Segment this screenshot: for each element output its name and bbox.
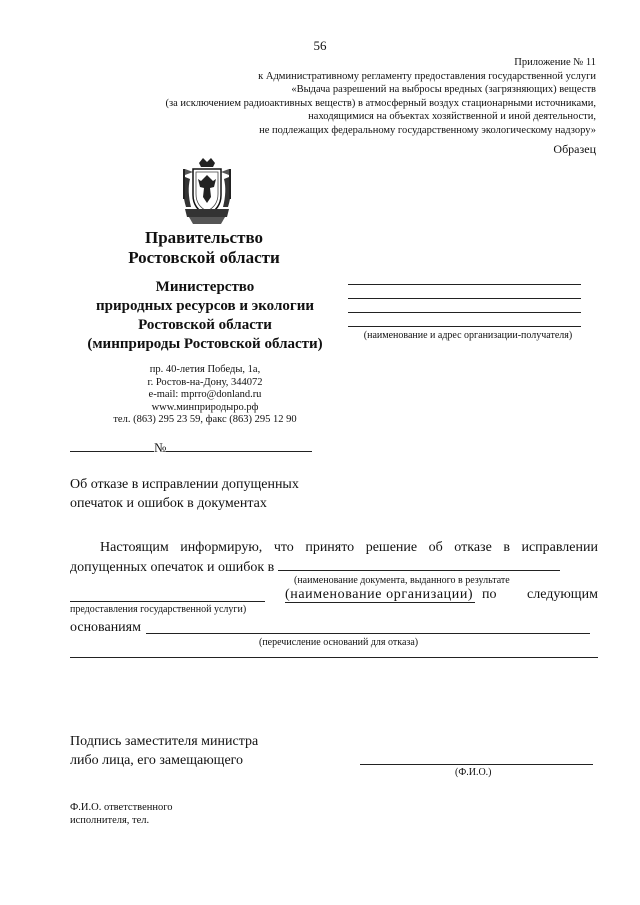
contact-email: e-mail: mprro@donland.ru [148,389,262,400]
coat-of-arms-icon [177,157,237,227]
body-line-2 [70,558,598,576]
ministry-line: природных ресурсов и экологии [96,298,314,314]
ministry-line: (минприроды Ростовской области) [87,336,323,352]
number-blank [166,439,312,452]
word-following: следующим [527,587,598,602]
subject-line: опечаток и ошибок в документах [70,496,267,511]
organization-name [285,587,475,603]
page-number: 56 [313,38,327,53]
signature-line: Подпись заместителя министра [70,734,259,749]
appendix-note [96,56,596,137]
recipient-line [348,326,581,327]
appendix-line: к Административному регламенту предоставления государственной услуги [258,70,596,82]
organization-caption: (наименование организации) [285,587,474,602]
ministry-line: Ростовской области [138,317,272,333]
contact-website: www.минприродыро.рф [151,401,259,413]
date-blank [70,439,154,452]
government-line: Правительство [144,228,264,247]
signature-line: либо лица, его замещающего [70,753,244,768]
appendix-line: (за исключением радиоактивных веществ) в атмосферный воздух стационарными источниками, [165,97,596,109]
body-line-1: Настоящим информирую, что принято решение об отказе в исправлении [100,540,598,555]
document-blank-short [278,558,348,571]
grounds-label: основаниям [70,620,141,635]
grounds-blank-2 [70,657,598,658]
executor-line: Ф.И.О. ответственного [70,802,173,813]
recipient-line [348,284,581,285]
contact-phone: тел. (863) 295 23 59, факс (863) 295 12 90 [113,414,297,425]
registration-number [70,439,312,456]
contact-city: г. Ростов-на-Дону, 344072 [147,376,263,388]
caption-service: предоставления государственной услуги) [70,604,247,615]
subject-line: Об отказе в исправлении допущенных [70,477,299,492]
service-blank [70,601,265,602]
word-po: по [482,587,497,602]
contact-address: пр. 40-летия Победы, 1а, [149,364,261,375]
document-blank [348,558,560,571]
body-line-2-text: допущенных опечаток и ошибок в [70,560,275,575]
appendix-line: «Выдача разрешений на выбросы вредных (загрязняющих) веществ [291,84,596,95]
number-sign: № [154,440,167,455]
fio-blank [360,764,593,765]
recipient-line [348,298,581,299]
recipient-line [348,312,581,313]
ministry-title [60,278,350,354]
appendix-line: находящимися на объектах хозяйственной и иной деятельности, [308,111,596,122]
signature-block [70,732,258,770]
caption-document: (наименование документа, выданного в результате [294,575,510,586]
recipient-caption: (наименование и адрес организации-получателя) [363,330,573,341]
caption-grounds: (перечисление оснований для отказа) [259,637,419,648]
appendix-line: не подлежащих федеральному государственному экологическому надзору» [259,124,596,136]
ministry-contacts [90,364,320,427]
executor-info [70,801,173,827]
executor-line: исполнителя, тел. [70,815,150,826]
grounds-blank [146,633,590,634]
fio-caption: (Ф.И.О.) [455,767,492,778]
ministry-line: Министерство [155,279,255,295]
letter-subject [70,475,299,513]
sample-label: Образец [553,142,596,156]
government-line: Ростовской области [128,248,280,267]
appendix-line: Приложение № 11 [514,57,596,68]
government-title [84,228,324,268]
